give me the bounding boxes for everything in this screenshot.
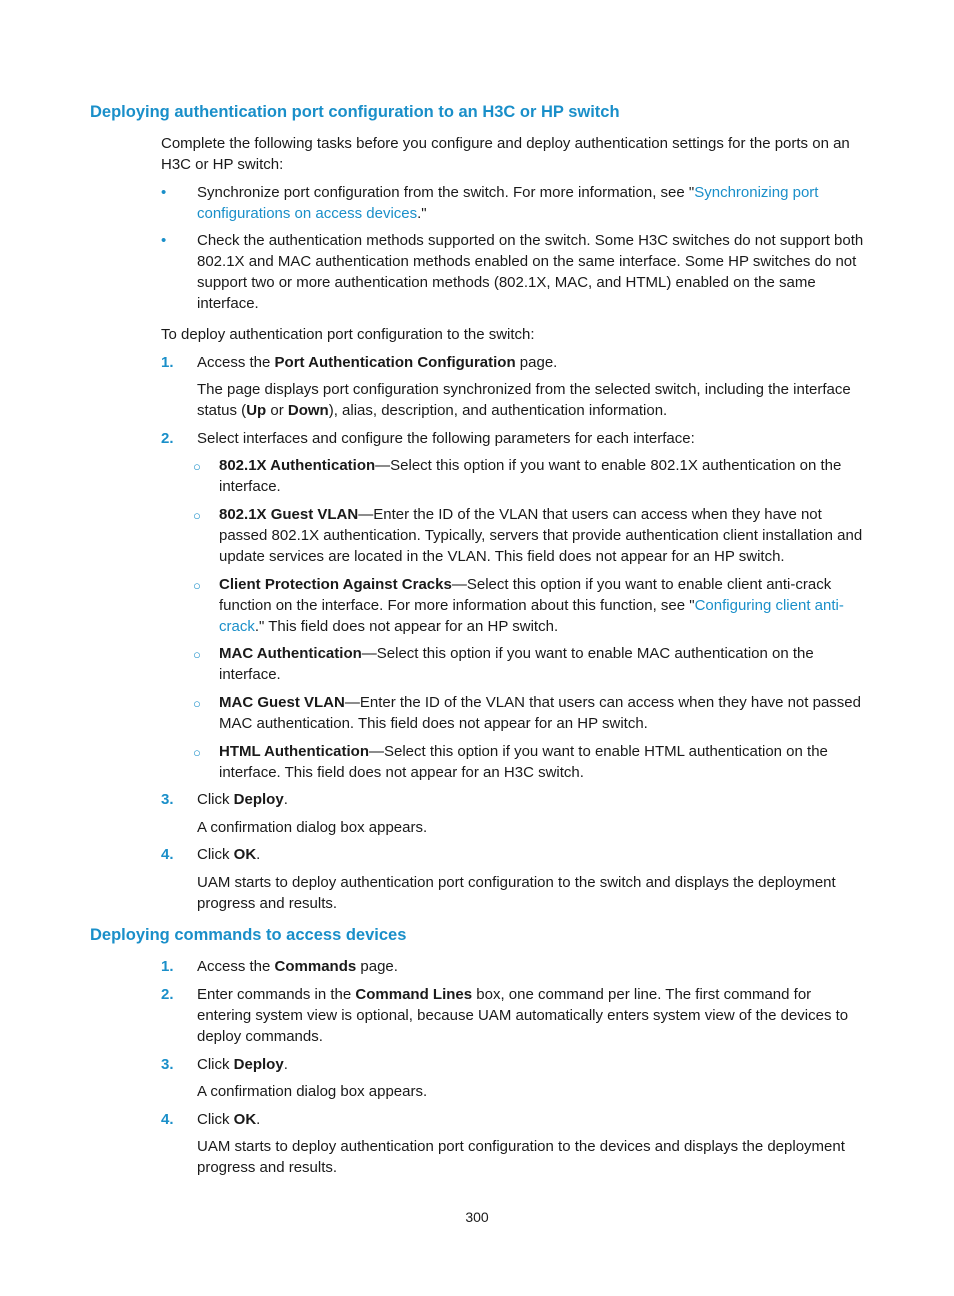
link-configuring-client-anti-crack[interactable]: Configuring client anti-crack [219, 597, 844, 635]
bullet-marker: • [161, 184, 167, 201]
circle-bullet: ○ [193, 508, 201, 523]
step-select-interfaces: Select interfaces and configure the following parameters for each interface: [197, 430, 695, 447]
step-click-deploy: Click Deploy. [197, 1056, 288, 1073]
circle-bullet: ○ [193, 459, 201, 474]
param-8021x-guest-vlan: 802.1X Guest VLAN—Enter the ID of the VLAN that users can access when they have not passed 802.1X authentication. Typically, servers that provide authentication client installation and update services are located in the VLAN. This field does not appear for an HP switch. [219, 506, 863, 565]
step-number: 2. [161, 986, 174, 1003]
step-description: A confirmation dialog box appears. [197, 819, 428, 836]
page-number: 300 [465, 1209, 489, 1225]
step-number: 4. [161, 1111, 174, 1128]
param-mac-auth: MAC Authentication—Select this option if you want to enable MAC authentication on the interface. [219, 645, 814, 683]
section-heading-deploy-commands: Deploying commands to access devices [90, 926, 407, 944]
step-description: A confirmation dialog box appears. [197, 1083, 428, 1100]
circle-bullet: ○ [193, 578, 201, 593]
param-8021x-auth: 802.1X Authentication—Select this option if you want to enable 802.1X authentication on the interface. [219, 457, 842, 495]
circle-bullet: ○ [193, 696, 201, 711]
param-html-auth: HTML Authentication—Select this option if you want to enable HTML authentication on the interface. This field does not appear for an H3C switch. [219, 743, 828, 781]
lead-paragraph: To deploy authentication port configuration to the switch: [161, 326, 535, 343]
bullet-marker: • [161, 232, 167, 249]
step-number: 3. [161, 791, 174, 808]
step-access-commands: Access the Commands page. [197, 958, 398, 975]
step-click-ok: Click OK. [197, 846, 261, 863]
circle-bullet: ○ [193, 647, 201, 662]
step-access-page: Access the Port Authentication Configuration page. [197, 354, 558, 371]
step-click-ok: Click OK. [197, 1111, 261, 1128]
intro-paragraph: Complete the following tasks before you configure and deploy authentication settings for the ports on an H3C or HP switch: [161, 135, 850, 173]
step-description: UAM starts to deploy authentication port configuration to the devices and displays the deployment progress and results. [197, 1138, 845, 1176]
param-client-protection: Client Protection Against Cracks—Select this option if you want to enable client anti-crack function on the interface. For more information about this function, see "Configuring client anti-crack." This field does not appear for an HP switch. [219, 576, 844, 635]
step-number: 1. [161, 354, 174, 371]
step-number: 4. [161, 846, 174, 863]
step-description: The page displays port configuration synchronized from the selected switch, including the interface status (Up or Down), alias, description, and authentication information. [197, 381, 851, 419]
step-enter-commands: Enter commands in the Command Lines box, one command per line. The first command for entering system view is optional, because UAM automatically enters system view of the devices to deploy commands. [197, 986, 849, 1045]
step-number: 1. [161, 958, 174, 975]
link-sync-port-configurations[interactable]: Synchronizing port configurations on access devices [197, 184, 819, 222]
bullet-item-sync: Synchronize port configuration from the switch. For more information, see "Synchronizing port configurations on access devices." [197, 184, 819, 222]
step-click-deploy: Click Deploy. [197, 791, 288, 808]
bullet-item-check-methods: Check the authentication methods supported on the switch. Some H3C switches do not support both 802.1X and MAC authentication methods enabled on the same interface. Some HP switches do not support two or more authentication methods (802.1X, MAC, and HTML) enabled on the same interface. [197, 232, 864, 312]
step-description: UAM starts to deploy authentication port configuration to the switch and displays the deployment progress and results. [197, 874, 836, 912]
param-mac-guest-vlan: MAC Guest VLAN—Enter the ID of the VLAN that users can access when they have not passed MAC authentication. This field does not appear for an HP switch. [219, 694, 861, 732]
step-number: 2. [161, 430, 174, 447]
step-number: 3. [161, 1056, 174, 1073]
section-heading-deploy-port-config: Deploying authentication port configuration to an H3C or HP switch [90, 103, 620, 121]
circle-bullet: ○ [193, 745, 201, 760]
